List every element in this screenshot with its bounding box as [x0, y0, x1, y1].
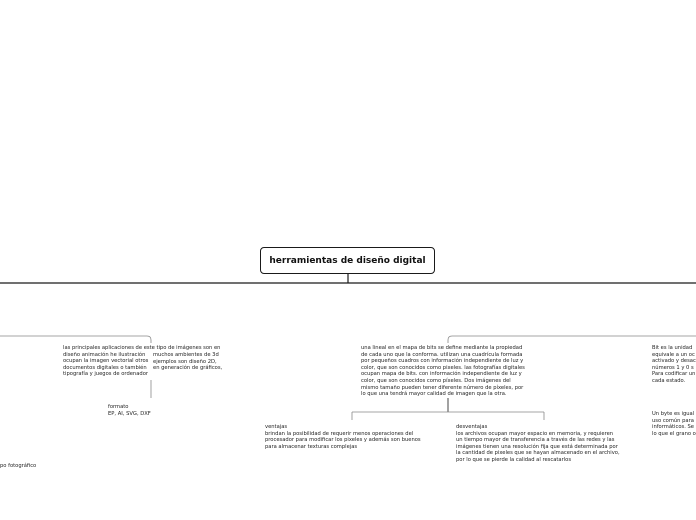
node-descripcion[interactable]: una lineal en el mapa de bits se define mediante la propiedad de cada uno que la conforma. utilizan una cuadrícula formada por pequeños cuadros con información independiente de luz y color, que son conocidos como pixeles. las fotografías digitales ocupan mapa de bits. con información independiente de luz y color, que son conocidos como píxeles. Dos imágenes del mismo tamaño pueden tener diferente número de píxeles, por lo que una tendrá mayor calidad de imagen que la otra. [361, 345, 525, 398]
left-branch-line [0, 336, 151, 343]
root-title: herramientas de diseño digital [269, 255, 426, 266]
node-aplicaciones[interactable]: las principales aplicaciones de este tipo de imágenes son en diseño animación he ilustración ocupan la imagen vectorial otros documentos digitales o también tipografía y juegos de ordenador [63, 345, 221, 378]
node-ejemplos[interactable]: muchos ambientes de 3d ejemplos son diseño 2D, en generación de gráficos, [153, 352, 223, 372]
node-ventajas[interactable]: ventajas brindan la posibilidad de requerir menos operaciones del procesador para modificar los pixeles y además son buenos para almacenar texturas complejas [265, 424, 421, 450]
node-fotografico[interactable]: po fotográfico [0, 463, 37, 469]
node-byte[interactable]: Un byte es igual uso común para informáticos. Se lo que el grano o [652, 411, 696, 437]
node-bit[interactable]: Bit es la unidad equivale a un oc activado y desac números 1 y 0 s Para codificar un cada estado. [652, 345, 696, 384]
node-desventajas[interactable]: desventajas los archivos ocupan mayor espacio en memoria, y requieren un tiempo mayor de transferencia a través de las redes y las imágenes tienen una resolución fija que está determinada por la cantidad de pixeles que se hayan almacenado en el archivo, por lo que se pierde la calidad al rescatarlos [456, 424, 620, 463]
root-topic[interactable] [260, 247, 435, 274]
node-formato[interactable]: formato EP, AI, SVG, DXF [108, 404, 151, 417]
center-branch-line [448, 336, 696, 343]
